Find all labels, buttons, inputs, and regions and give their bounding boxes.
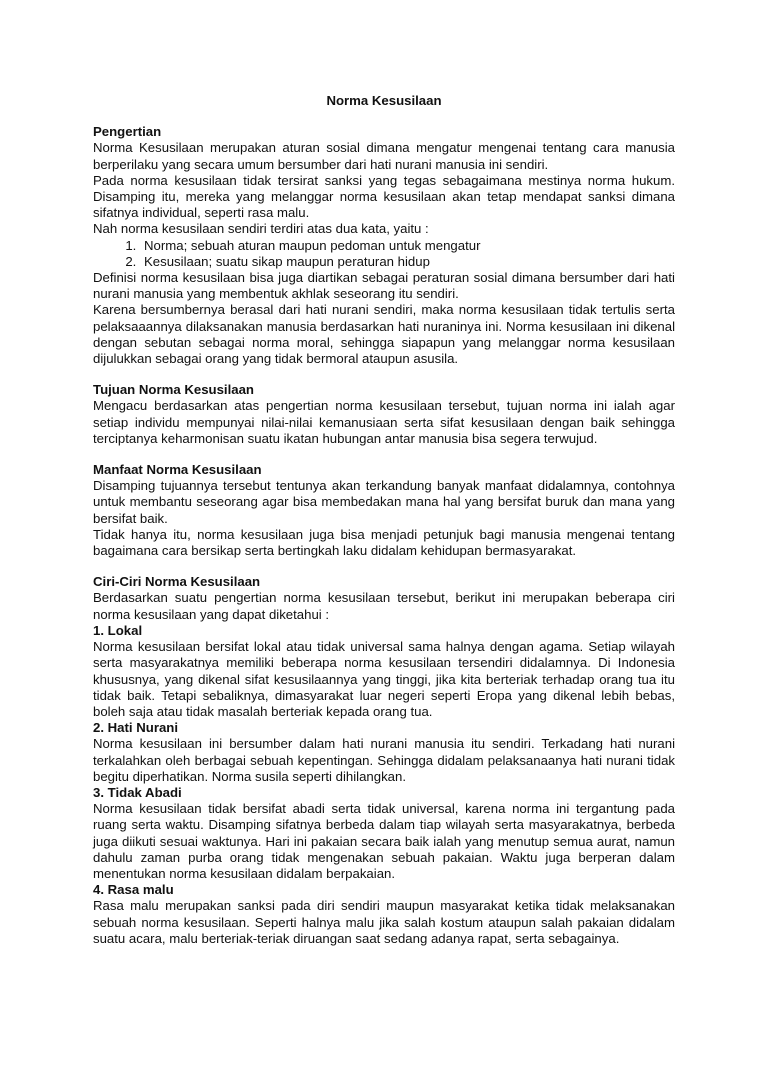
document-title: Norma Kesusilaan (326, 93, 442, 108)
list-item: 2. Kesusilaan; suatu sikap maupun peraturan hidup (140, 254, 675, 270)
paragraph: Norma kesusilaan ini bersumber dalam hati nurani manusia itu sendiri. Terkadang hati nurani terkalahkan oleh berbagai sebuah kepentingan. Sehingga didalam pelaksanaanya hati nurani tidak begitu diperhatikan. Norma susila seperti dihilangkan. (93, 736, 675, 784)
paragraph: Norma kesusilaan tidak bersifat abadi serta tidak universal, karena norma ini tergantung pada ruang serta waktu. Disamping sifatnya berbeda dalam tiap wilayah serta masyarakatnya, berbeda juga diikuti sesuai waktunya. Hari ini pakaian secara baik ialah yang menutup semua aurat, namun dahulu zaman purba orang tidak mengenakan sebuah pakaian. Waktu juga berperan dalam menentukan norma kesusilaan didalam berpakaian. (93, 801, 675, 881)
section-heading: Manfaat Norma Kesusilaan (93, 462, 262, 478)
paragraph: Berdasarkan suatu pengertian norma kesusilaan tersebut, berikut ini merupakan beberapa ciri norma kesusilaan yang dapat diketahui : (93, 590, 675, 622)
definition-list (93, 238, 675, 270)
paragraph: Definisi norma kesusilaan bisa juga diartikan sebagai peraturan sosial dimana bersumber dari hati nurani manusia yang membentuk akhlak seseorang itu sendiri. (93, 270, 675, 302)
subheading: 3. Tidak Abadi (93, 784, 182, 800)
section-ciri-ciri (93, 574, 675, 947)
paragraph: Pada norma kesusilaan tidak tersirat sanksi yang tegas sebagaimana mestinya norma hukum. Disamping itu, mereka yang melanggar norma kesusilaan akan tetap mendapat sanksi dimana sifatnya individual, seperti rasa malu. (93, 172, 675, 221)
section-heading: Ciri-Ciri Norma Kesusilaan (93, 574, 261, 590)
paragraph: Rasa malu merupakan sanksi pada diri sendiri maupun masyarakat ketika tidak melaksanakan sebuah norma kesusilaan. Seperti halnya malu jika salah kostum ataupun salah pakaian didalam suatu acara, malu berteriak-teriak diruangan saat sedang adanya rapat, serta sebagainya. (93, 898, 675, 946)
paragraph: Norma Kesusilaan merupakan aturan sosial dimana mengatur mengenai tentang cara manusia berperilaku yang secara umum bersumber dari hati nurani manusia ini sendiri. (93, 140, 675, 172)
subheading: 1. Lokal (93, 622, 143, 638)
list-item: 1. Norma; sebuah aturan maupun pedoman untuk mengatur (140, 238, 675, 254)
section-heading: Pengertian (93, 124, 162, 140)
paragraph: Nah norma kesusilaan sendiri terdiri atas dua kata, yaitu : (93, 221, 429, 237)
paragraph: Tidak hanya itu, norma kesusilaan juga bisa menjadi petunjuk bagi manusia mengenai tentang bagaimana cara bersikap serta bertingkah laku didalam kehidupan bermasyarakat. (93, 526, 675, 559)
paragraph: Disamping tujuannya tersebut tentunya akan terkandung banyak manfaat didalamnya, contohnya untuk membantu seseorang agar bisa membedakan mana hal yang bersifat buruk dan mana yang bersifat baik. (93, 478, 675, 526)
section-heading: Tujuan Norma Kesusilaan (93, 382, 254, 398)
subheading: 2. Hati Nurani (93, 720, 179, 736)
section-pengertian (93, 124, 675, 367)
subheading: 4. Rasa malu (93, 882, 174, 898)
paragraph: Mengacu berdasarkan atas pengertian norma kesusilaan tersebut, tujuan norma ini ialah agar setiap individu mempunyai nilai-nilai kemanusiaan serta sifat kesusilaan dengan baik sehingga terciptanya keharmonisan suatu ikatan hubungan antar manusia bisa segera terwujud. (93, 398, 675, 446)
section-tujuan (93, 382, 675, 447)
section-manfaat (93, 462, 675, 559)
paragraph: Karena bersumbernya berasal dari hati nurani sendiri, maka norma kesusilaan tidak tertulis serta pelaksaaannya dilaksanakan manusia berdasarkan hati nuraninya ini. Norma kesusilaan ini dikenal dengan sebutan sebagai norma moral, sehingga siapapun yang melanggar norma kesusilaan dijulukkan sebagai orang yang tidak bermoral ataupun asusila. (93, 302, 675, 367)
paragraph: Norma kesusilaan bersifat lokal atau tidak universal sama halnya dengan agama. Setiap wilayah serta masyarakatnya memiliki beberapa norma kesusilaan tersendiri didalamnya. Di Indonesia khususnya, yang dikenal sifat kesusilaannya yang tinggi, jika kita berteriak terhadap orang tua itu tidak baik. Tetapi sebaliknya, dimasyarakat luar negeri seperti Eropa yang dikenal lebih bebas, boleh saja atau tidak masalah berteriak kepada orang tua. (93, 639, 675, 719)
